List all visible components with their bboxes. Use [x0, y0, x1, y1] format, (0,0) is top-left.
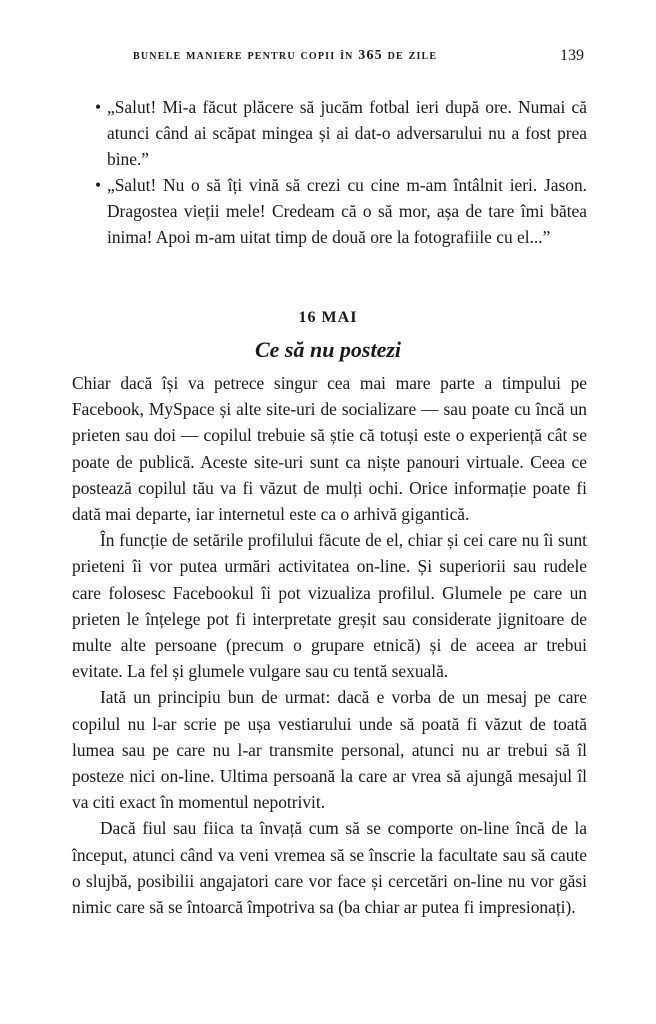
body-text — [72, 370, 587, 920]
section-title: Ce să nu postezi — [254, 337, 402, 362]
paragraph: În funcție de setările profilului făcute de el, chiar și cei care nu îi sunt prieteni îi vor putea urmări activitatea on-line. Și superiorii sau rudele care folosesc Facebookul îi pot vizualiza profilul. Glumele pe care un prieten le înțelege pot fi interpretate greșit sau considerate jignitoare de multe alte persoane (precum o grupare etnică) și de aceea ar trebui evitate. La fel și glumele vulgare sau cu tentă sexuală. — [72, 530, 587, 682]
day-label: 16 MAI — [298, 309, 358, 326]
paragraph: Dacă fiul sau fiica ta învață cum să se comporte on-line încă de la început, atunci când va veni vremea să se înscrie la facultate sau să caute o slujbă, posibilii angajatori care vor face și cercetări on-line nu vor găsi nimic care să se întoarcă împotriva sa (ba chiar ar putea fi impresionați). — [72, 818, 587, 918]
section-heading — [0, 307, 656, 365]
running-header — [0, 48, 656, 70]
running-title: bunele maniere pentru copii în 365 de zile — [133, 48, 438, 63]
bullet-item — [95, 172, 587, 250]
paragraph: Chiar dacă își va petrece singur cea mai mare parte a timpului pe Facebook, MySpace și alte site-uri de socializare — sau poate cu încă un prieten sau doi — copilul trebuie să știe că totuși este o experiență cât se poate de publică. Aceste site-uri sunt ca niște panouri virtuale. Ceea ce postează copilul tău va fi văzut de mulți ochi. Orice informație poate fi dată mai departe, iar internetul este ca o arhivă gigantică. — [72, 373, 587, 525]
page-number: 139 — [560, 47, 584, 64]
bullet-marker: • — [95, 175, 102, 195]
bullet-item — [95, 94, 587, 172]
bullet-text: „Salut! Nu o să îți vină să crezi cu cine m-am întâlnit ieri. Jason. Dragostea vieții mele! Credeam că o să mor, așa de tare îmi bătea inima! Apoi m-am uitat timp de două ore la fotografiile cu el...” — [107, 175, 587, 247]
bullet-marker: • — [95, 97, 102, 117]
bullet-text: „Salut! Mi-a făcut plăcere să jucăm fotbal ieri după ore. Numai că atunci când ai scăpat mingea și ai dat-o adversarului nu a fost prea bine.” — [107, 97, 587, 169]
bullet-list — [95, 94, 587, 250]
paragraph: Iată un principiu bun de urmat: dacă e vorba de un mesaj pe care copilul nu l-ar scrie pe ușa vestiarului unde să poată fi văzut de toată lumea sau pe care nu l-ar transmite personal, atunci nu ar trebui să îl posteze nici on-line. Ultima persoană la care ar vrea să ajungă mesajul îl va citi exact în momentul nepotrivit. — [72, 687, 587, 813]
